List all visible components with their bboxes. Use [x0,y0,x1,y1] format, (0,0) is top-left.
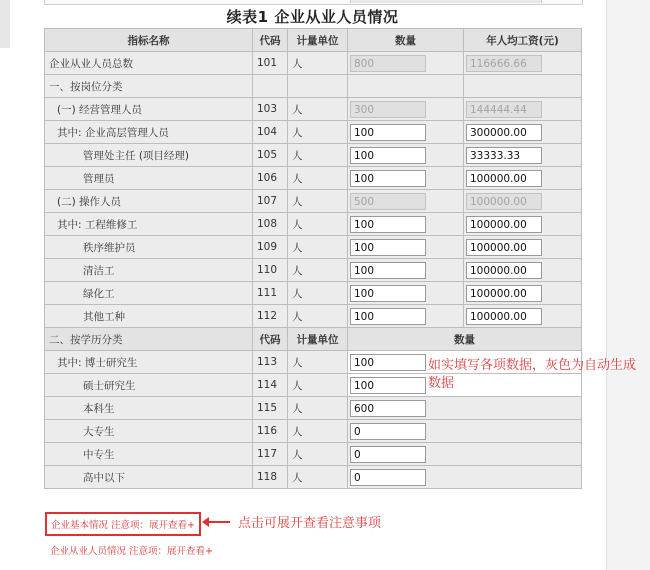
row-name: 硕士研究生 [45,374,253,397]
right-scroll-panel [606,0,650,570]
row-name: 中专生 [45,443,253,466]
qty-input[interactable]: 100 [350,377,426,394]
avg-salary-input[interactable]: 33333.33 [466,147,542,164]
table-row [45,397,582,420]
table-row [45,259,582,282]
table-title: 续表1 企业从业人员情况 [226,8,399,26]
qty-input[interactable]: 600 [350,400,426,417]
row-code: 118 [253,466,288,489]
col-header-name: 指标名称 [45,29,253,52]
avg-salary-input-disabled: 100000.00 [466,193,542,210]
avg-salary-input[interactable]: 100000.00 [466,262,542,279]
row-code: 114 [253,374,288,397]
section-label: 一、按岗位分类 [45,75,253,98]
col-header-unit: 计量单位 [288,328,348,351]
row-name: 其中: 工程维修工 [45,213,253,236]
row-unit: 人 [288,282,348,305]
previous-table-bottom-edge [44,0,583,5]
qty-input-disabled: 300 [350,101,426,118]
left-edge-strip [0,0,10,48]
table-row [45,236,582,259]
row-code: 110 [253,259,288,282]
avg-salary-input[interactable]: 100000.00 [466,170,542,187]
row-code: 108 [253,213,288,236]
row-name: (一) 经营管理人员 [45,98,253,121]
col-header-qty: 数量 [348,29,464,52]
row-name: 其中: 企业高层管理人员 [45,121,253,144]
table-row [45,420,582,443]
qty-input[interactable]: 100 [350,308,426,325]
row-unit: 人 [288,121,348,144]
avg-salary-input[interactable]: 100000.00 [466,216,542,233]
qty-input[interactable]: 100 [350,239,426,256]
table-row [45,190,582,213]
row-unit: 人 [288,190,348,213]
col-header-avg-salary: 年人均工资(元) [464,29,582,52]
row-unit: 人 [288,466,348,489]
table-section-row [45,75,582,98]
table-row [45,443,582,466]
annotation-arrow-icon [208,521,230,523]
qty-input[interactable]: 0 [350,446,426,463]
table-header-row [45,29,582,52]
edu-section-label: 二、按学历分类 [45,328,253,351]
row-unit: 人 [288,259,348,282]
row-code: 109 [253,236,288,259]
row-code: 104 [253,121,288,144]
row-unit: 人 [288,374,348,397]
row-name: (二) 操作人员 [45,190,253,213]
qty-input[interactable]: 100 [350,216,426,233]
row-code: 105 [253,144,288,167]
qty-input[interactable]: 100 [350,124,426,141]
fill-instruction-annotation: 如实填写各项数据，灰色为自动生成数据 [428,358,637,391]
table-row [45,282,582,305]
row-code: 107 [253,190,288,213]
row-unit: 人 [288,167,348,190]
row-name: 管理处主任 (项目经理) [45,144,253,167]
row-unit: 人 [288,397,348,420]
row-code: 116 [253,420,288,443]
qty-input-disabled: 800 [350,55,426,72]
qty-input[interactable]: 0 [350,469,426,486]
row-code: 103 [253,98,288,121]
row-unit: 人 [288,98,348,121]
qty-input[interactable]: 0 [350,423,426,440]
qty-input[interactable]: 100 [350,262,426,279]
row-unit: 人 [288,52,348,75]
qty-input-disabled: 500 [350,193,426,210]
row-code: 106 [253,167,288,190]
row-unit: 人 [288,236,348,259]
table-row [45,466,582,489]
row-code: 117 [253,443,288,466]
table-row [45,98,582,121]
basic-info-notes-expand-link[interactable]: 企业基本情况 注意项：展开查看+ [45,512,201,536]
avg-salary-input[interactable]: 100000.00 [466,285,542,302]
edu-section-header-row [45,328,582,351]
staff-table [44,28,582,489]
table-row [45,144,582,167]
avg-salary-input[interactable]: 100000.00 [466,239,542,256]
table-row [45,121,582,144]
row-unit: 人 [288,420,348,443]
col-header-code: 代码 [253,29,288,52]
table-row [45,167,582,190]
avg-salary-input[interactable]: 100000.00 [466,308,542,325]
row-name: 绿化工 [45,282,253,305]
row-unit: 人 [288,213,348,236]
row-unit: 人 [288,443,348,466]
row-code: 113 [253,351,288,374]
row-name: 其他工种 [45,305,253,328]
row-name: 秩序维护员 [45,236,253,259]
col-header-unit: 计量单位 [288,29,348,52]
row-unit: 人 [288,351,348,374]
row-unit: 人 [288,144,348,167]
qty-input[interactable]: 100 [350,147,426,164]
table-row [45,52,582,75]
staff-info-notes-expand-link[interactable]: 企业从业人员情况 注意项：展开查看+ [50,546,213,557]
qty-input[interactable]: 100 [350,170,426,187]
avg-salary-input-disabled: 144444.44 [466,101,542,118]
row-name: 清洁工 [45,259,253,282]
table-row [45,213,582,236]
expand-instruction-annotation: 点击可展开查看注意事项 [238,516,382,531]
row-name: 其中: 博士研究生 [45,351,253,374]
table-row [45,305,582,328]
qty-input[interactable]: 100 [350,285,426,302]
col-header-code: 代码 [253,328,288,351]
avg-salary-input[interactable]: 300000.00 [466,124,542,141]
row-name: 本科生 [45,397,253,420]
row-name: 大专生 [45,420,253,443]
row-unit: 人 [288,305,348,328]
row-name: 企业从业人员总数 [45,52,253,75]
avg-salary-input-disabled: 116666.66 [466,55,542,72]
row-code: 101 [253,52,288,75]
col-header-qty: 数量 [348,328,582,351]
row-code: 111 [253,282,288,305]
qty-input[interactable]: 100 [350,354,426,371]
row-name: 管理员 [45,167,253,190]
row-code: 115 [253,397,288,420]
row-name: 高中以下 [45,466,253,489]
row-code: 112 [253,305,288,328]
